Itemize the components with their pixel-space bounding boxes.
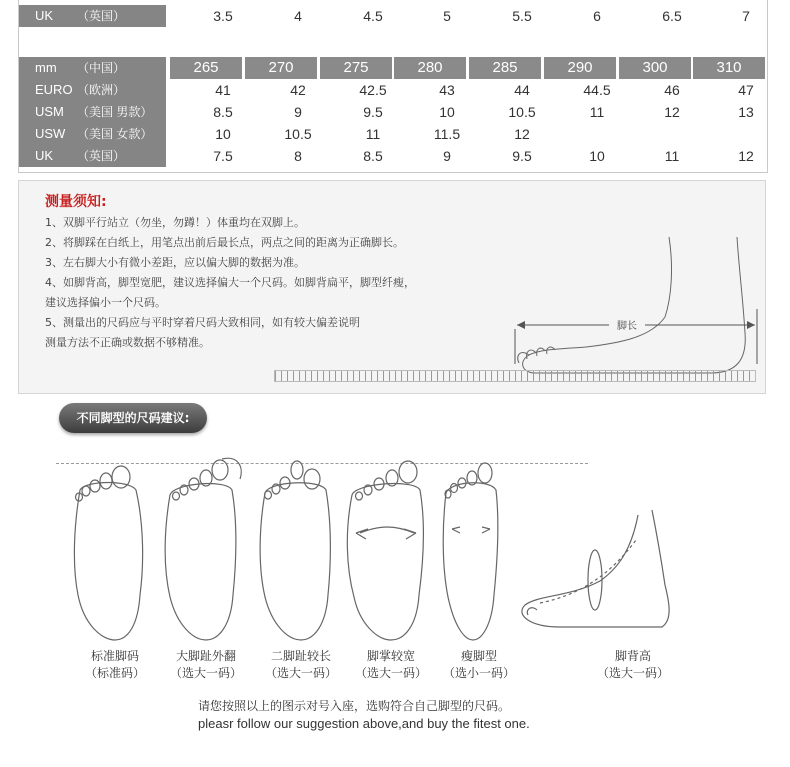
table-row-euro [19, 79, 767, 101]
row-label [19, 5, 166, 27]
table-header-row [19, 57, 767, 79]
size-cell: 41 [215, 82, 231, 98]
header-cell: 310 [693, 57, 765, 79]
foot-type-slim [424, 648, 534, 682]
size-table-main [18, 34, 768, 173]
table-row-usw [19, 123, 767, 145]
measure-step: 1、双脚平行站立（勿坐，勿蹲！）体重均在双脚上。 [45, 216, 305, 229]
foot-type-high-instep [578, 648, 688, 682]
size-cell: 7.5 [213, 148, 233, 164]
row-label-en: mm [35, 60, 57, 75]
foot-type-name: 脚背高 [614, 649, 651, 663]
size-cell: 5 [443, 8, 451, 24]
size-cell: 42.5 [359, 82, 387, 98]
measure-title: 测量须知: [45, 194, 107, 210]
size-cell: 9.5 [512, 148, 532, 164]
standard-foot-icon [74, 483, 142, 641]
size-cell: 6 [593, 8, 601, 24]
row-label-en: USW [35, 126, 66, 141]
foot-type-advice: （标准码） [84, 666, 145, 680]
size-cell: 11 [664, 148, 680, 164]
size-cell: 8 [294, 148, 302, 164]
row-label [19, 101, 166, 123]
header-cell: 275 [320, 57, 392, 79]
size-cell: 44 [514, 82, 530, 98]
size-cell: 11 [589, 104, 605, 120]
foot-length-illustration [491, 229, 761, 389]
measure-step: 4、如脚背高，脚型宽肥，建议选择偏大一个尺码。如脚背扁平，脚型纤瘦， [45, 276, 415, 289]
foot-length-label: 脚长 [617, 321, 637, 332]
row-label [19, 145, 166, 167]
size-cell: 9 [443, 148, 451, 164]
size-cell: 12 [664, 104, 680, 120]
header-cell: 270 [245, 57, 317, 79]
measure-step: 3、左右脚大小有微小差距，应以偏大脚的数据为准。 [45, 256, 305, 269]
table-row-uk-top [19, 5, 767, 27]
size-cell: 10.5 [284, 126, 312, 142]
size-cell: 44.5 [583, 82, 611, 98]
header-cell: 280 [394, 57, 466, 79]
foot-type-name: 二脚趾较长 [270, 649, 331, 663]
size-cell: 8.5 [363, 148, 383, 164]
measure-step: 测量方法不正确或数据不够精准。 [45, 336, 210, 349]
row-label-en: EURO [35, 82, 73, 97]
size-cell: 10 [215, 126, 231, 142]
row-label-cn: （英国） [77, 149, 126, 163]
size-table-top [18, 0, 768, 35]
size-cell [561, 123, 633, 145]
row-label-cn: （美国 女款） [77, 127, 153, 141]
measure-step: 2、将脚踩在白纸上，用笔点出前后最长点，两点之间的距离为正确脚长。 [45, 236, 404, 249]
size-cell: 5.5 [512, 8, 532, 24]
long-second-toe-foot-icon [260, 483, 330, 640]
measure-instructions-box [18, 180, 766, 394]
size-cell: 8.5 [213, 104, 233, 120]
measure-step: 建议选择偏小一个尺码。 [45, 296, 166, 309]
size-cell: 11.5 [433, 126, 461, 142]
foot-types-illustration [60, 455, 720, 650]
row-label [19, 57, 166, 79]
size-cell: 4.5 [363, 8, 383, 24]
slim-foot-icon [443, 483, 498, 640]
size-cell: 10.5 [508, 104, 536, 120]
size-cell: 3.5 [213, 8, 233, 24]
header-cell: 285 [469, 57, 541, 79]
table-row-uk [19, 145, 767, 167]
header-cell: 290 [544, 57, 616, 79]
foot-type-name: 瘦脚型 [460, 649, 497, 663]
size-cell: 4 [294, 8, 302, 24]
size-cell [710, 123, 782, 145]
size-cell: 13 [738, 104, 754, 120]
wide-foot-icon [347, 484, 423, 640]
size-cell: 10 [439, 104, 455, 120]
foot-type-name: 大脚趾外翻 [175, 649, 236, 663]
size-cell: 42 [290, 82, 306, 98]
row-label-cn: （欧洲） [77, 83, 126, 97]
row-label-en: USM [35, 104, 64, 119]
size-cell: 47 [738, 82, 754, 98]
header-cell: 265 [170, 57, 242, 79]
row-label-cn: （美国 男款） [77, 105, 153, 119]
size-cell [636, 123, 708, 145]
bunion-foot-icon [165, 484, 236, 640]
foot-type-advice: （选大一码） [169, 666, 242, 680]
foot-type-name: 标准脚码 [90, 649, 139, 663]
foot-type-advice: （选大一码） [596, 666, 669, 680]
size-cell: 46 [664, 82, 680, 98]
foot-type-advice: （选大一码） [354, 666, 427, 680]
size-cell: 43 [439, 82, 455, 98]
foot-type-bunion [151, 648, 261, 682]
size-cell: 9 [294, 104, 302, 120]
suggestion-badge: 不同脚型的尺码建议: [59, 403, 207, 433]
row-label-en: UK [35, 8, 54, 23]
size-cell: 12 [738, 148, 754, 164]
foot-type-advice: （选大一码） [264, 666, 337, 680]
suggestion-note-en: pleasr follow our suggestion above,and buy the fitest one. [198, 716, 530, 731]
row-label [19, 79, 166, 101]
size-cell: 12 [514, 126, 530, 142]
measure-step: 5、测量出的尺码应与平时穿着尺码大致相同，如有较大偏差说明 [45, 316, 360, 329]
row-label-cn: （英国） [77, 9, 126, 23]
size-cell: 11 [365, 126, 381, 142]
row-label [19, 123, 166, 145]
size-cell: 7 [742, 8, 750, 24]
suggestion-note-cn: 请您按照以上的图示对号入座，选购符合自己脚型的尺码。 [198, 699, 511, 713]
table-row-usm [19, 101, 767, 123]
size-cell: 10 [589, 148, 605, 164]
foot-type-name: 脚掌较宽 [366, 649, 415, 663]
foot-type-advice: （选小一码） [442, 666, 515, 680]
header-cell: 300 [619, 57, 691, 79]
size-cell: 9.5 [363, 104, 383, 120]
row-label-en: UK [35, 148, 54, 163]
size-cell: 6.5 [662, 8, 682, 24]
row-label-cn: （中国） [77, 61, 126, 75]
ruler [274, 370, 756, 382]
